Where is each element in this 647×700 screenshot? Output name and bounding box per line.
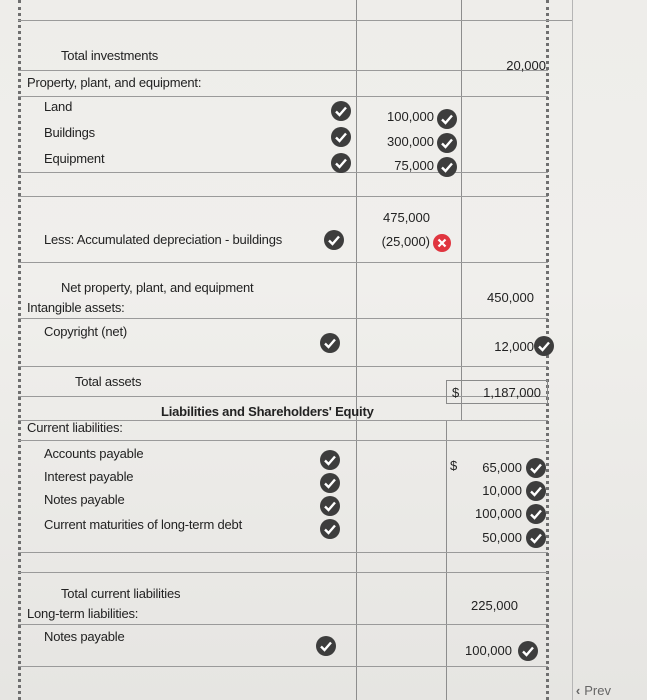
checkmark-icon — [526, 528, 546, 548]
checkmark-icon — [320, 519, 340, 539]
column-divider-1 — [356, 0, 357, 700]
checkmark-icon — [320, 450, 340, 470]
row-line — [18, 552, 548, 553]
row-line — [18, 318, 548, 319]
total-investments-value[interactable]: 20,000 — [506, 58, 546, 73]
equipment-value[interactable]: 75,000 — [394, 158, 434, 173]
buildings-value[interactable]: 300,000 — [387, 134, 434, 149]
equipment-label[interactable]: Equipment — [44, 151, 105, 166]
current-maturities-value[interactable]: 50,000 — [482, 530, 522, 545]
row-line — [18, 440, 548, 441]
checkmark-icon — [331, 153, 351, 173]
checkmark-icon — [316, 636, 336, 656]
land-label[interactable]: Land — [44, 99, 73, 114]
accum-dep-value[interactable]: (25,000) — [381, 234, 430, 249]
row-line — [18, 196, 548, 197]
intangible-header: Intangible assets: — [27, 300, 125, 315]
total-assets-input[interactable] — [446, 380, 548, 404]
row-line — [18, 70, 548, 71]
notes-payable-current-label[interactable]: Notes payable — [44, 492, 125, 507]
current-liabilities-header: Current liabilities: — [27, 420, 123, 435]
accum-dep-label[interactable]: Less: Accumulated depreciation - buildings — [44, 232, 283, 247]
checkmark-icon — [320, 496, 340, 516]
row-line — [18, 366, 548, 367]
total-assets-value: 1,187,000 — [483, 385, 541, 400]
accounts-payable-value[interactable]: 65,000 — [482, 460, 522, 475]
row-line — [18, 20, 572, 21]
row-line — [18, 262, 548, 263]
net-ppe-value[interactable]: 450,000 — [487, 290, 534, 305]
checkmark-icon — [331, 101, 351, 121]
total-assets-currency: $ — [452, 385, 460, 400]
checkmark-icon — [518, 641, 538, 661]
row-line — [18, 96, 548, 97]
prev-button[interactable] — [576, 683, 611, 698]
current-maturities-label[interactable]: Current maturities of long-term debt — [44, 517, 242, 532]
row-line — [18, 666, 548, 667]
accounts-payable-label[interactable]: Accounts payable — [44, 446, 144, 461]
long-term-liabilities-header: Long-term liabilities: — [27, 606, 139, 621]
ppe-subtotal-value[interactable]: 475,000 — [383, 210, 430, 225]
land-value[interactable]: 100,000 — [387, 109, 434, 124]
checkmark-icon — [534, 336, 554, 356]
column-divider-2b — [446, 420, 447, 700]
row-line — [18, 172, 548, 173]
checkmark-icon — [331, 127, 351, 147]
buildings-label[interactable]: Buildings — [44, 125, 95, 140]
notes-payable-lt-label[interactable]: Notes payable — [44, 629, 125, 644]
chevron-left-icon: ‹ — [575, 683, 581, 698]
notes-payable-lt-value[interactable]: 100,000 — [465, 643, 512, 658]
right-edge-line — [572, 0, 573, 700]
row-line — [18, 572, 548, 573]
left-dotted-border — [18, 0, 24, 700]
column-divider-2 — [461, 0, 462, 420]
checkmark-icon — [526, 481, 546, 501]
interest-payable-label[interactable]: Interest payable — [44, 469, 134, 484]
copyright-value[interactable]: 12,000 — [494, 339, 534, 354]
checkmark-icon — [437, 133, 457, 153]
total-current-liabilities-value[interactable]: 225,000 — [471, 598, 518, 613]
total-current-liabilities-label: Total current liabilities — [61, 586, 181, 601]
incorrect-x-icon — [433, 234, 451, 252]
interest-payable-value[interactable]: 10,000 — [482, 483, 522, 498]
total-assets-label: Total assets — [75, 374, 142, 389]
checkmark-icon — [437, 157, 457, 177]
ppe-header: Property, plant, and equipment: — [27, 75, 202, 90]
net-ppe-label: Net property, plant, and equipment — [61, 280, 254, 295]
accounts-payable-currency: $ — [450, 458, 458, 473]
prev-label: Prev — [584, 683, 611, 698]
checkmark-icon — [437, 109, 457, 129]
row-line — [18, 624, 548, 625]
liabilities-equity-heading: Liabilities and Shareholders' Equity — [161, 404, 374, 419]
notes-payable-current-value[interactable]: 100,000 — [475, 506, 522, 521]
checkmark-icon — [324, 230, 344, 250]
checkmark-icon — [320, 473, 340, 493]
copyright-label[interactable]: Copyright (net) — [44, 324, 127, 339]
checkmark-icon — [526, 504, 546, 524]
checkmark-icon — [526, 458, 546, 478]
checkmark-icon — [320, 333, 340, 353]
total-investments-label: Total investments — [61, 48, 159, 63]
